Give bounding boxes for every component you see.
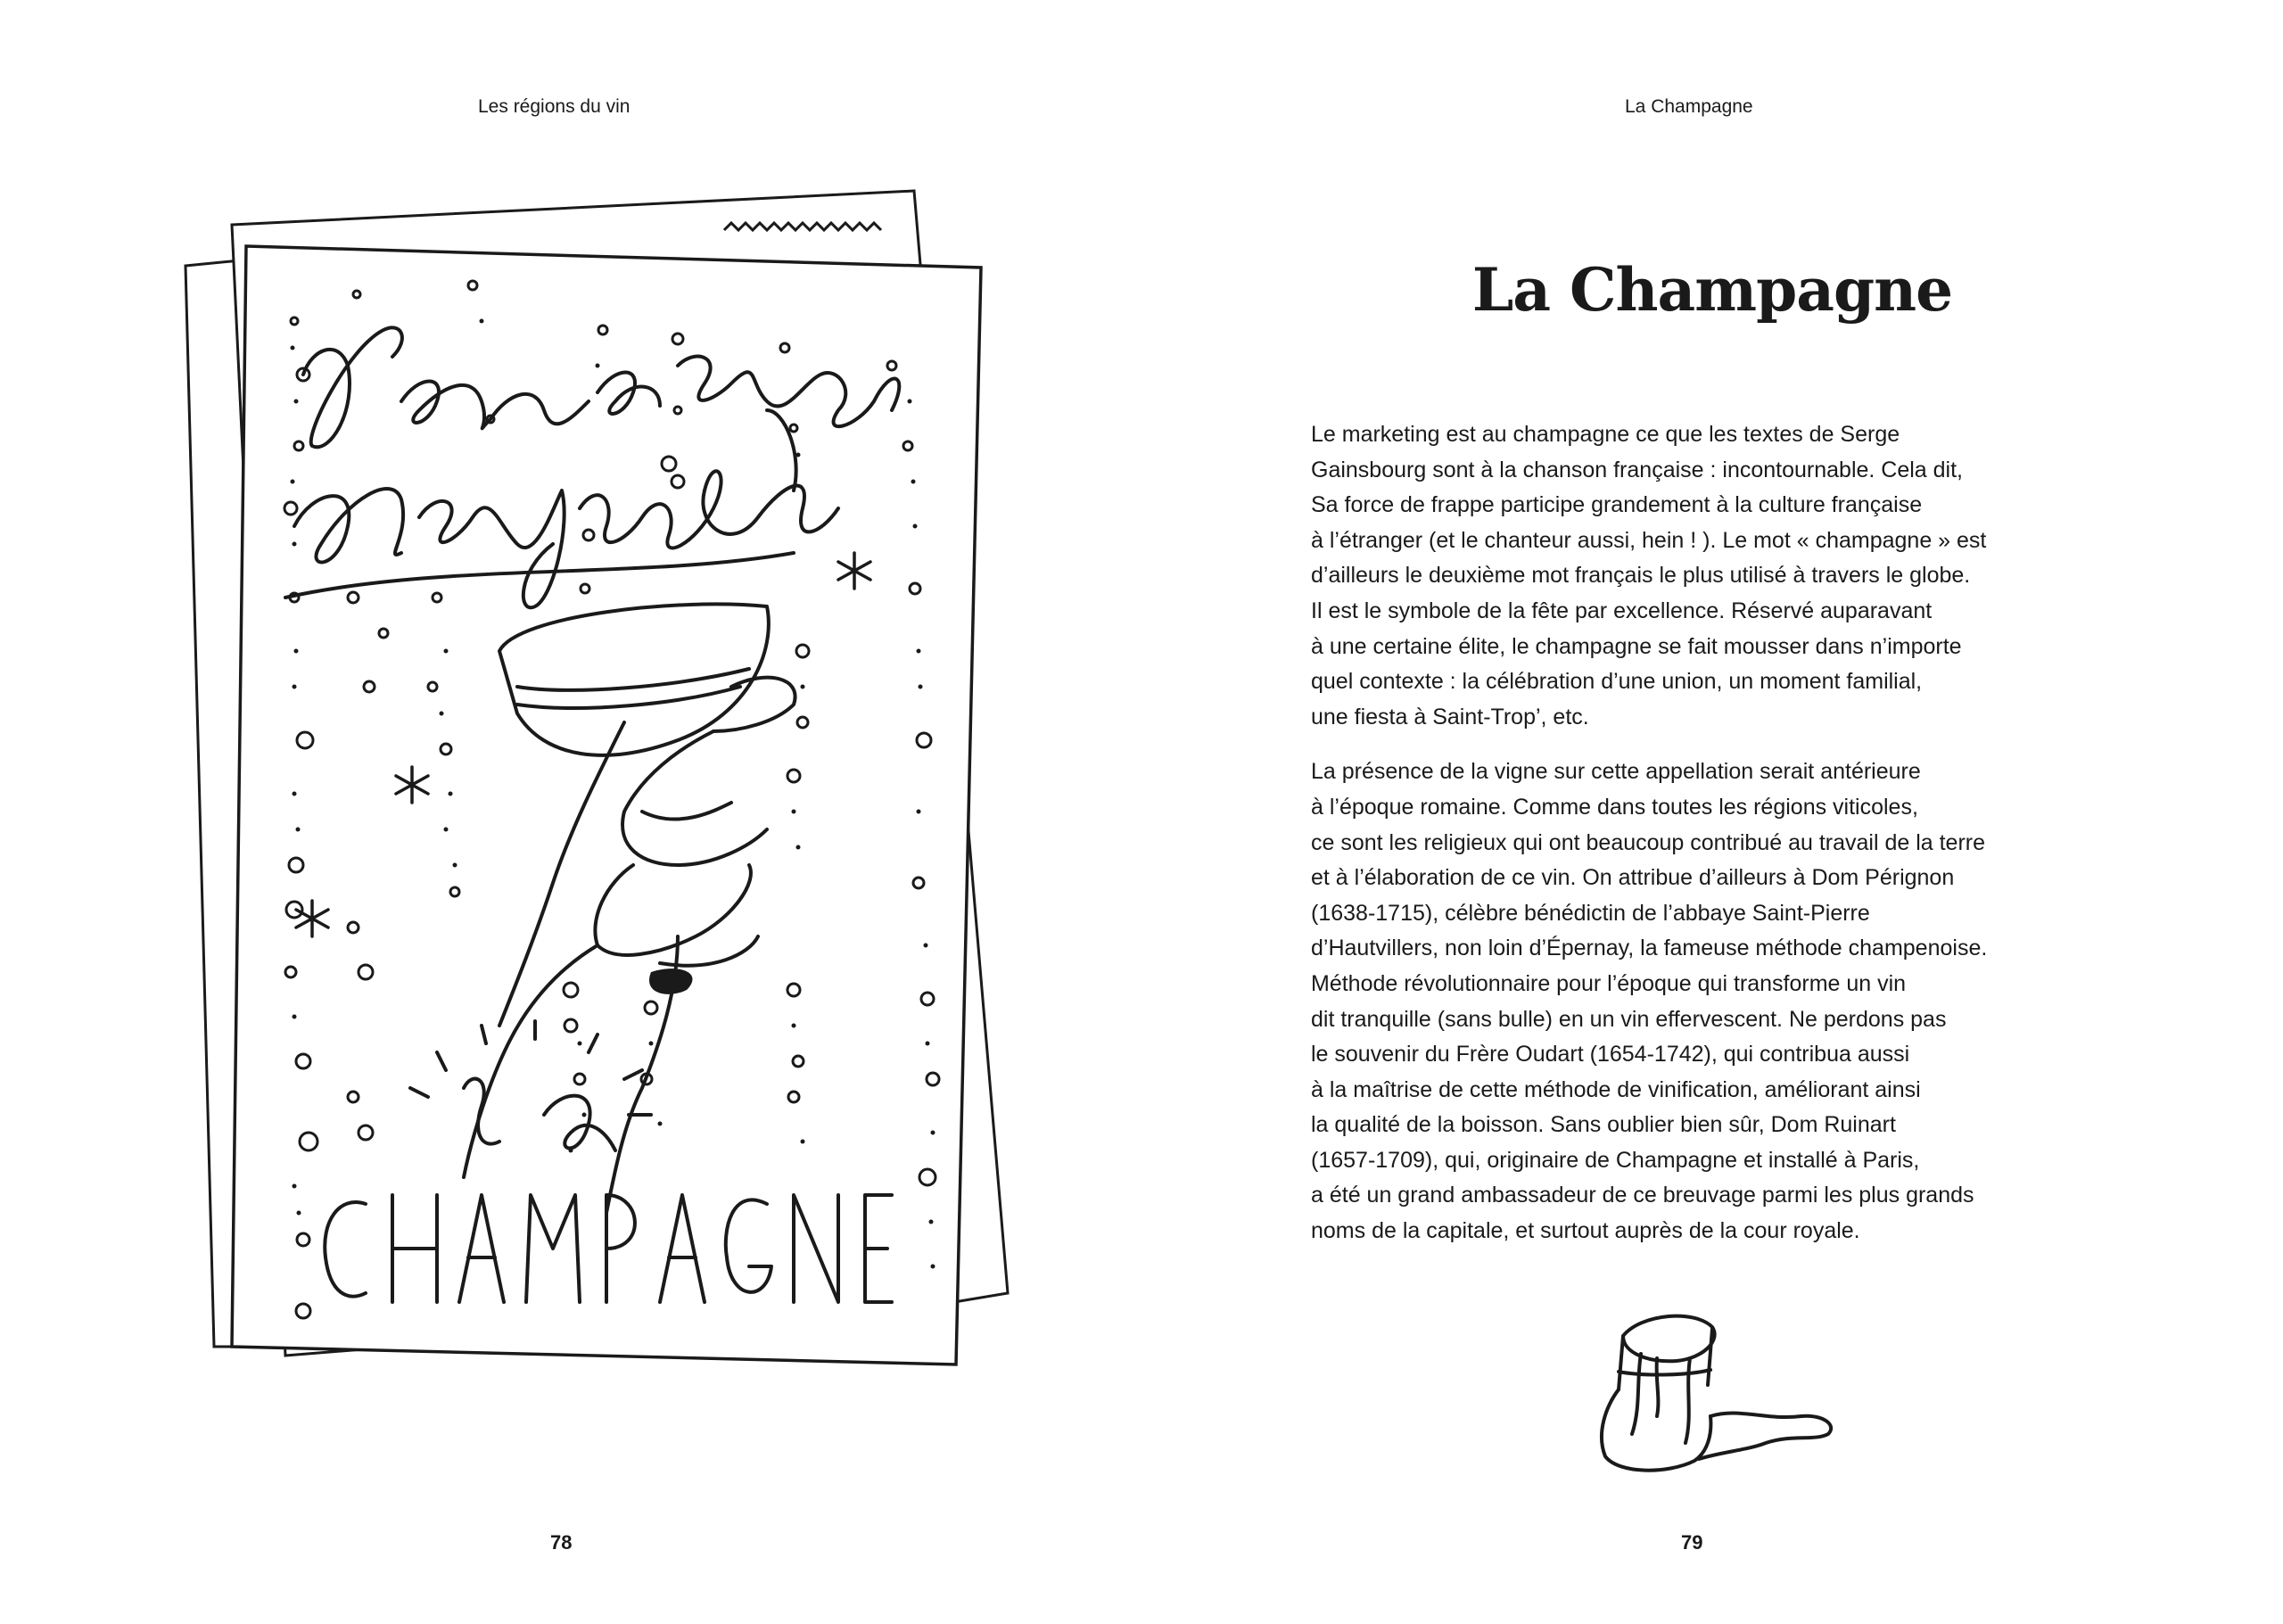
text-line: a été un grand ambassadeur de ce breuvage parmi les plus grands: [1311, 1183, 1974, 1208]
text-line: d’ailleurs le deuxième mot français le plus utilisé à travers le globe.: [1311, 563, 1971, 589]
page-title: La Champagne: [1471, 255, 1953, 325]
text-line: (1657-1709), qui, originaire de Champagne et installé à Paris,: [1311, 1147, 1920, 1173]
text-line: d’Hautvillers, non loin d’Épernay, la fameuse méthode champenoise.: [1311, 936, 1988, 961]
text-line: à l’étranger (et le chanteur aussi, hein ! ). Le mot « champagne » est: [1311, 527, 1987, 553]
text-line: Le marketing est au champagne ce que les textes de Serge: [1311, 422, 1900, 447]
text-line: Il est le symbole de la fête par excellence. Réservé auparavant: [1311, 598, 1933, 623]
text-line: une fiesta à Saint-Trop’, etc.: [1311, 704, 1589, 730]
text-line: ce sont les religieux qui ont beaucoup contribué au travail de la terre: [1311, 829, 1986, 855]
paragraph-1: [1311, 417, 2114, 735]
text-line: le souvenir du Frère Oudart (1654-1742), qui contribua aussi: [1311, 1042, 1910, 1068]
text-line: Gainsbourg sont à la chanson française : incontournable. Cela dit,: [1311, 457, 1964, 482]
text-line: et à l’élaboration de ce vin. On attribue d’ailleurs à Dom Pérignon: [1311, 865, 1955, 891]
champagne-cork-icon: [1587, 1309, 1891, 1479]
champagne-poster-illustration: [178, 187, 1017, 1382]
running-head-right: La Champagne: [1625, 96, 1753, 117]
body-text: [1311, 417, 2114, 1269]
text-line: quel contexte : la célébration d’une union, un moment familial,: [1311, 669, 1923, 695]
text-line: La présence de la vigne sur cette appellation serait antérieure: [1311, 759, 1921, 785]
text-line: à l’époque romaine. Comme dans toutes les régions viticoles,: [1311, 794, 1918, 820]
text-line: noms de la capitale, et surtout auprès de la cour royale.: [1311, 1218, 1860, 1244]
text-line: la qualité de la boisson. Sans oublier bien sûr, Dom Ruinart: [1311, 1112, 1896, 1138]
running-head-left: Les régions du vin: [478, 96, 631, 117]
text-line: dit tranquille (sans bulle) en un vin effervescent. Ne perdons pas: [1311, 1006, 1947, 1032]
text-line: Sa force de frappe participe grandement à la culture française: [1311, 492, 1923, 518]
text-line: à une certaine élite, le champagne se fait mousser dans n’importe: [1311, 633, 1962, 659]
page-number-left: 78: [550, 1531, 573, 1554]
paragraph-2: [1311, 754, 2114, 1249]
text-line: (1638-1715), célèbre bénédictin de l’abbaye Saint-Pierre: [1311, 900, 1870, 926]
right-page: [1142, 0, 2283, 1624]
text-line: Méthode révolutionnaire pour l’époque qui transforme un vin: [1311, 970, 1907, 996]
text-line: à la maîtrise de cette méthode de vinification, améliorant ainsi: [1311, 1076, 1921, 1102]
page-number-right: 79: [1681, 1531, 1703, 1554]
